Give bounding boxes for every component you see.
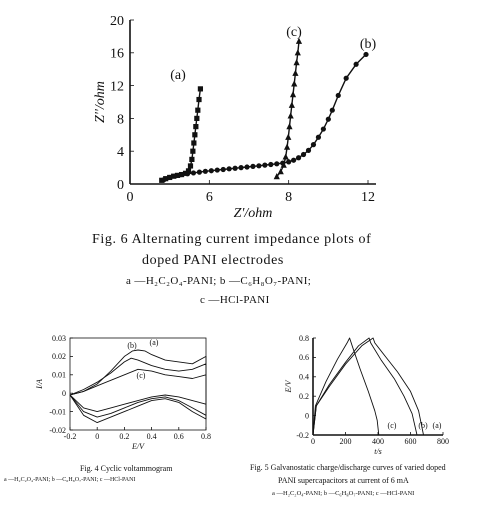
- fig6-legend-line1: a —H₂C₂O₄-PANI; b —C₆H₈O₇-PANI;: [126, 275, 312, 287]
- fig5-x-tick-label: 200: [339, 437, 352, 446]
- fig5-y-tick-label: -0.2: [296, 430, 309, 440]
- fig4-annotation-0: (a): [149, 338, 159, 347]
- fig5-y-axis-label: E/V: [284, 380, 293, 393]
- fig4-frame: [70, 338, 206, 430]
- fig4-y-tick-label: 0: [62, 389, 66, 398]
- fig6-y-tick-label: 0: [117, 177, 124, 193]
- fig6-x-tick-label: 0: [126, 190, 134, 205]
- fig4-annotation-1: (b): [127, 341, 137, 350]
- fig5-x-tick-label: 600: [404, 437, 417, 446]
- fig4-y-tick-label: -0.02: [49, 425, 66, 435]
- fig6-point: [209, 168, 214, 173]
- fig5-series-1-line: [313, 338, 417, 435]
- fig6-point: [354, 62, 359, 67]
- fig6-point: [196, 97, 201, 102]
- fig4-x-axis-label: E/V: [132, 442, 144, 451]
- fig6-point: [284, 144, 290, 150]
- fig6-point: [311, 142, 316, 147]
- fig6-point: [250, 164, 255, 169]
- fig6-point: [294, 59, 300, 65]
- fig4-y-tick-label: 0.02: [52, 352, 66, 362]
- fig6-point: [296, 155, 301, 160]
- fig5-series-2-line: [313, 338, 379, 435]
- fig6-y-tick-label: 20: [110, 13, 124, 29]
- fig6-point: [363, 52, 368, 57]
- fig6-point: [238, 165, 243, 170]
- fig6-point: [191, 140, 196, 145]
- fig6-point: [161, 177, 166, 182]
- fig6-annotation-0: (a): [170, 68, 186, 83]
- fig4-x-tick-label: 0.4: [146, 432, 157, 441]
- fig6-point: [288, 112, 294, 118]
- fig6-y-tick-label: 16: [110, 46, 124, 62]
- fig6-point: [179, 172, 184, 177]
- fig5-y-tick-label: 0.6: [299, 353, 309, 363]
- fig6-point: [326, 117, 331, 122]
- fig6-x-tick-label: 12: [361, 190, 375, 205]
- fig6-y-axis-label: Z''/ohm: [93, 81, 108, 123]
- fig6-point: [278, 168, 284, 174]
- fig6-point: [167, 175, 172, 180]
- fig6-point: [256, 163, 261, 168]
- fig5-x-tick-label: 0: [311, 437, 315, 446]
- fig6-point: [227, 166, 232, 171]
- fig5-legend: a —H₂C₂O₄-PANI; b —C₆H₈O₇-PANI; c —HCl-PANI: [272, 490, 415, 497]
- fig6-point: [301, 152, 306, 157]
- fig6-point: [193, 124, 198, 129]
- fig6-point: [262, 163, 267, 168]
- fig6-point: [194, 116, 199, 121]
- fig6-x-tick-label: 6: [205, 190, 213, 205]
- fig6-point: [233, 166, 238, 171]
- fig6-point: [283, 153, 289, 159]
- fig6-point: [306, 148, 311, 153]
- fig5-caption-line2: PANI supercapacitors at current of 6 mA: [278, 476, 409, 485]
- fig5-y-tick-label: 0: [305, 411, 309, 421]
- fig5-x-tick-label: 800: [437, 437, 449, 446]
- fig6-point: [221, 167, 226, 172]
- fig6-point: [336, 93, 341, 98]
- fig4-y-tick-label: 0.01: [52, 370, 66, 380]
- fig6-point: [203, 169, 208, 174]
- fig4-x-tick-label: 0.2: [119, 432, 130, 441]
- fig4-y-axis-label: I/A: [35, 379, 44, 389]
- fig6-caption-line2: doped PANI electrodes: [142, 253, 284, 268]
- fig4-x-tick-label: -0.2: [63, 432, 77, 441]
- fig4-x-tick-label: 0.6: [173, 432, 184, 441]
- fig4-x-tick-label: 0.8: [201, 432, 211, 441]
- fig6-point: [189, 157, 194, 162]
- fig6-caption-line1: Fig. 6 Alternating current impedance plots of: [92, 232, 372, 247]
- fig4-legend: a —H₂C₂O₄-PANI; b —C₆H₈O₇-PANI; c —HCl-PANI: [4, 477, 136, 483]
- fig6-point: [344, 76, 349, 81]
- fig6-point: [289, 102, 295, 108]
- fig4-annotation-2: (c): [136, 371, 146, 380]
- fig5-annotation-1: (b): [418, 421, 428, 430]
- fig6-point: [192, 132, 197, 137]
- fig5-y-tick-label: 0.2: [299, 392, 309, 401]
- fig6-point: [295, 49, 301, 55]
- fig6-point: [244, 164, 249, 169]
- fig6-point: [185, 171, 190, 176]
- fig6-point: [198, 86, 203, 91]
- fig4-x-tick-label: 0: [95, 432, 100, 441]
- fig6-x-tick-label: 8: [285, 190, 293, 205]
- fig6-y-tick-label: 12: [110, 79, 124, 95]
- fig4-caption: Fig. 4 Cyclic voltammogram: [80, 464, 173, 473]
- fig6-point: [190, 149, 195, 154]
- fig6-point: [291, 158, 296, 163]
- fig6-point: [290, 91, 296, 97]
- fig6-point: [274, 161, 279, 166]
- fig4-y-tick-label: -0.01: [49, 407, 66, 417]
- fig5-x-axis-label: t/s: [374, 447, 382, 456]
- fig5-caption-line1: Fig. 5 Galvanostatic charge/discharge curves of varied doped: [250, 463, 446, 472]
- fig6-point: [268, 162, 273, 167]
- fig6-point: [321, 126, 326, 131]
- fig5-series-0-line: [313, 338, 424, 435]
- fig4-y-tick-label: 0.03: [52, 333, 66, 343]
- fig5-annotation-0: (c): [387, 421, 397, 430]
- fig6-point: [188, 163, 193, 168]
- fig5-annotation-2: (a): [432, 421, 442, 430]
- fig6-point: [195, 108, 200, 113]
- fig6-point: [330, 108, 335, 113]
- fig6-legend-line2: c —HCl-PANI: [200, 294, 270, 306]
- fig6-annotation-1: (b): [359, 37, 377, 52]
- fig6-point: [173, 173, 178, 178]
- fig5-x-tick-label: 400: [372, 437, 384, 446]
- fig6-point: [286, 159, 291, 164]
- fig5-y-tick-label: 0.4: [299, 372, 309, 382]
- fig6-y-tick-label: 4: [117, 145, 124, 161]
- fig6-point: [316, 135, 321, 140]
- fig6-point: [291, 80, 297, 86]
- fig6-point: [285, 134, 291, 140]
- fig6-x-axis-label: Z'/ohm: [233, 206, 273, 221]
- fig5-y-tick-label: 0.8: [299, 333, 309, 343]
- fig6-point: [191, 170, 196, 175]
- fig6-point: [286, 123, 292, 129]
- fig6-point: [215, 167, 220, 172]
- fig6-y-tick-label: 8: [117, 112, 124, 128]
- fig6-annotation-2: (c): [286, 25, 302, 40]
- fig6-point: [197, 170, 202, 175]
- fig6-point: [292, 70, 298, 76]
